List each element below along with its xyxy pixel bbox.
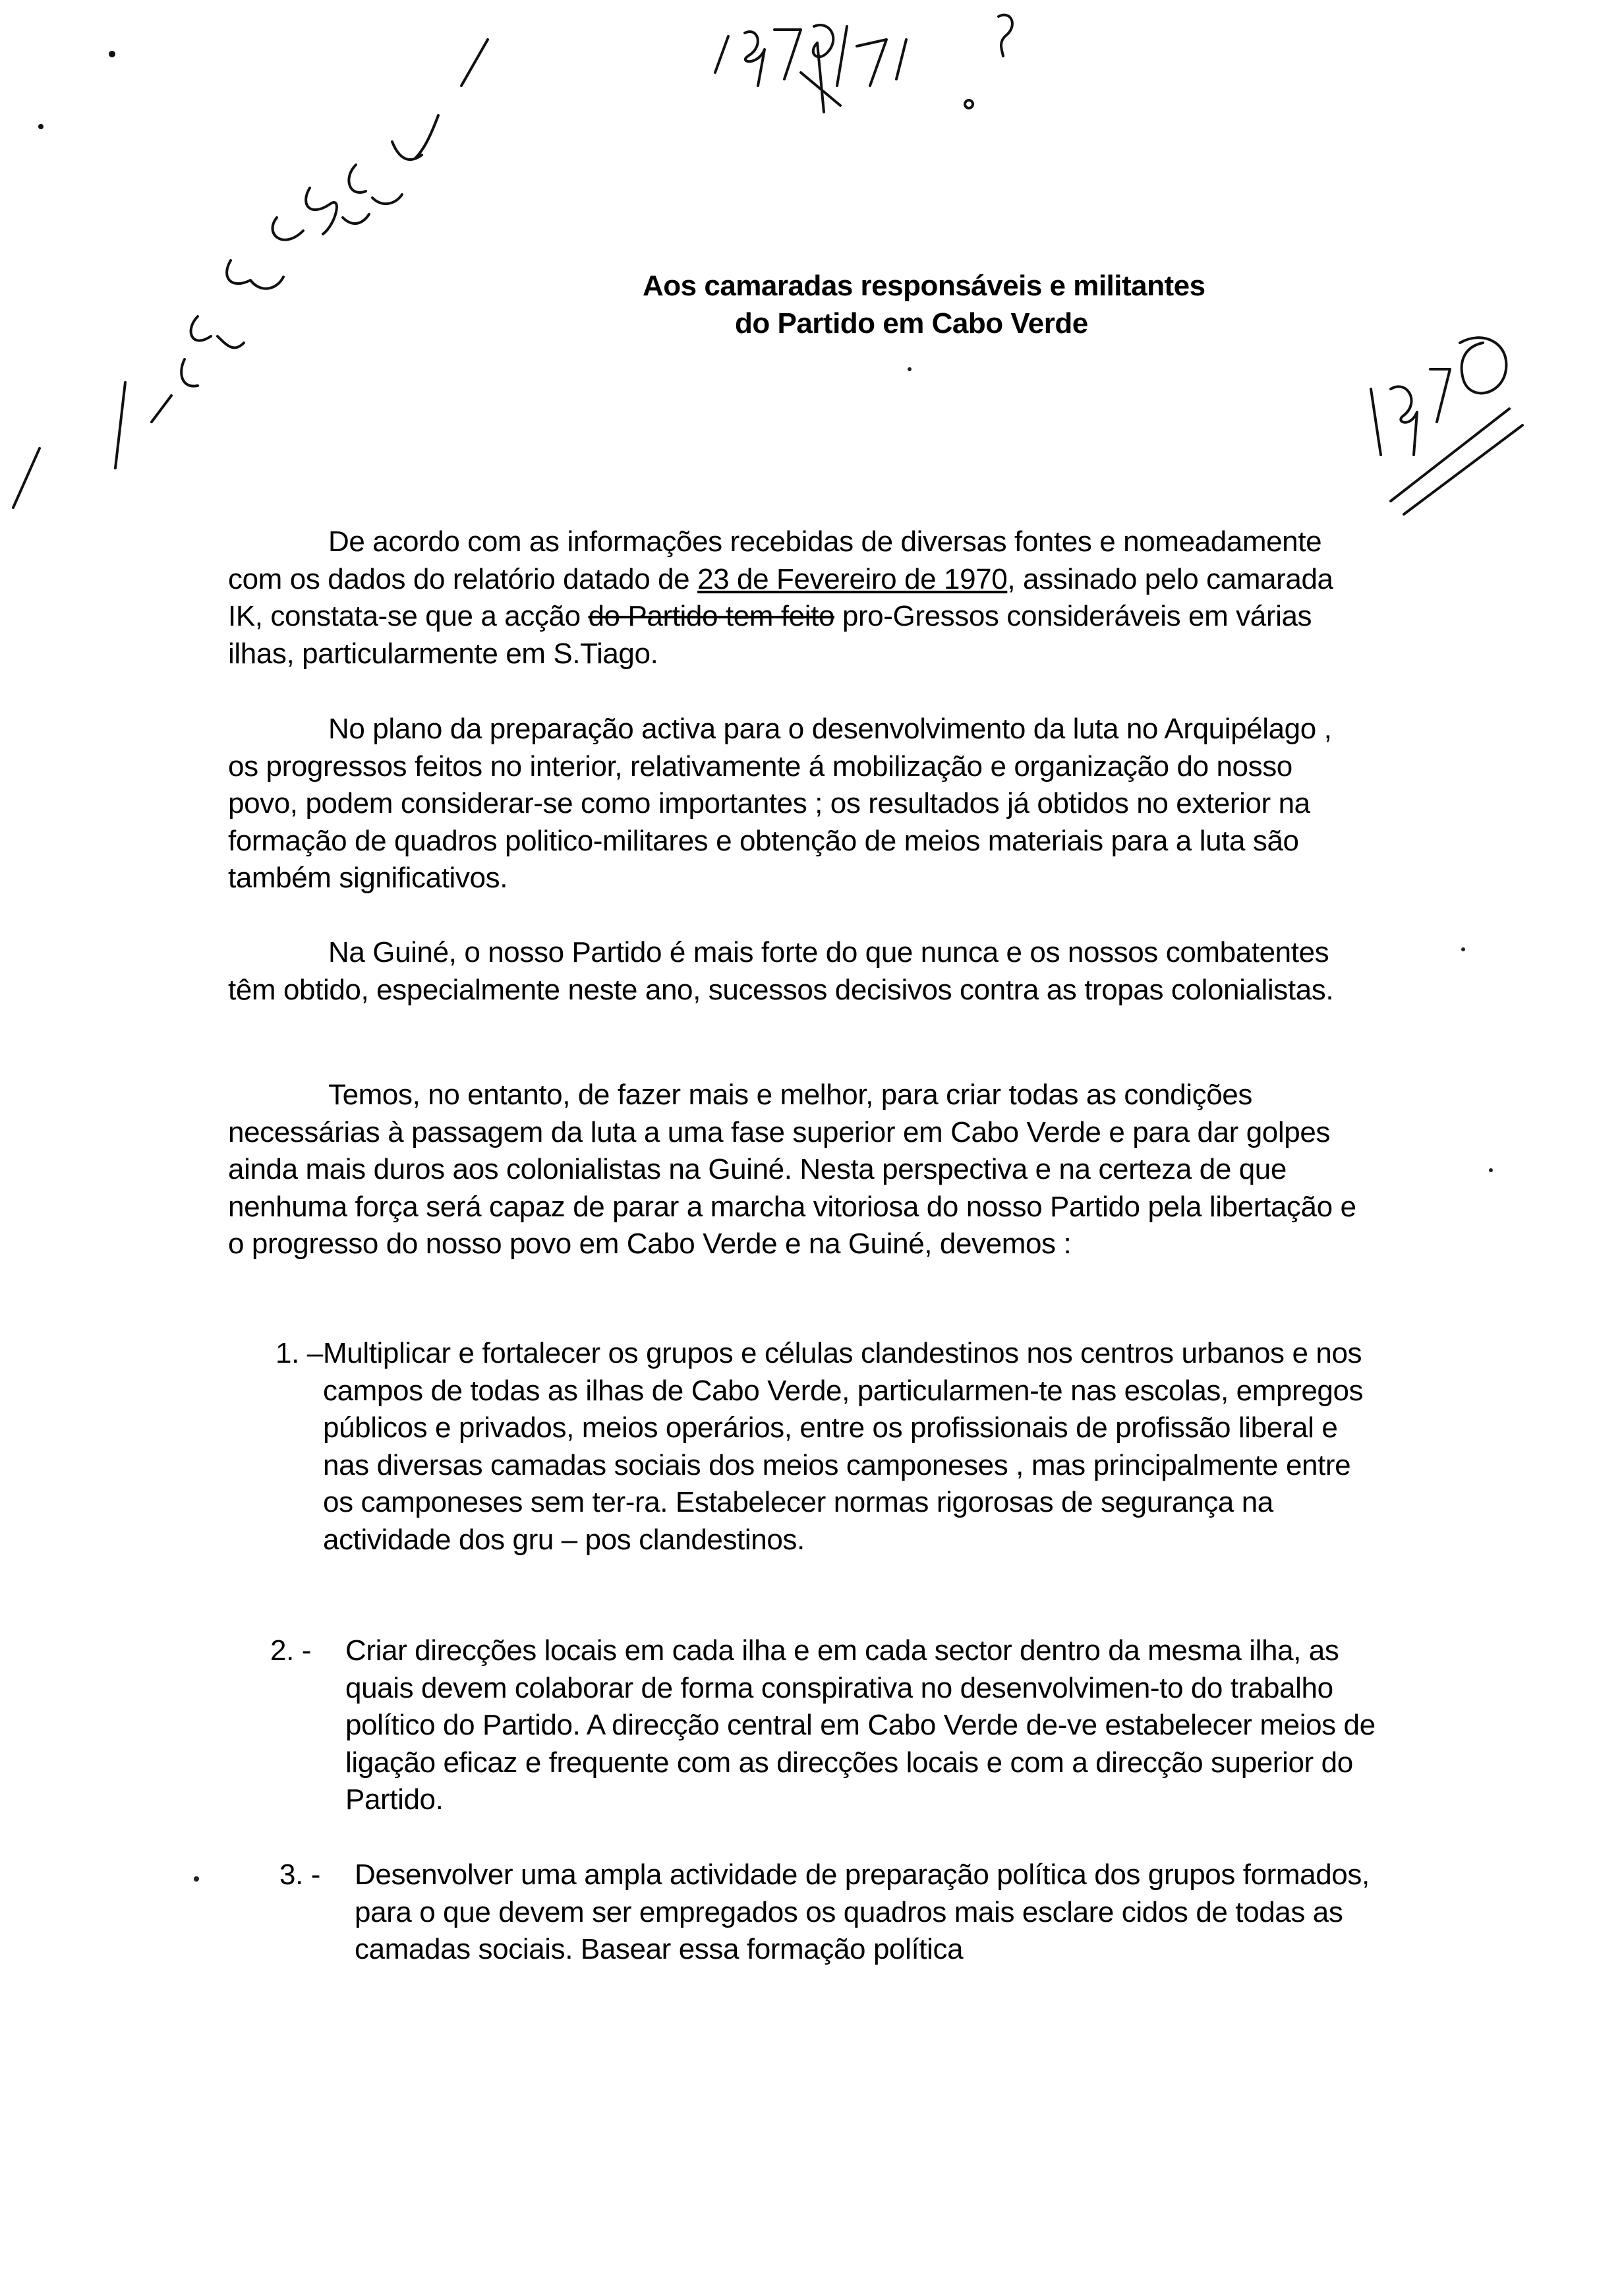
paragraph-4 [228,1077,1362,1263]
report-date: 23 de Fevereiro de 1970 [697,562,1008,595]
list-item-text: Multiplicar e fortalecer os grupos e células clandestinos nos centros urbanos e nos campos de todas as ilhas de Cabo Verde, particularmen-te nas escolas, empregos públicos e privados, meios operários, entre os profissionais de profissão liberal e nas diversas camadas sociais dos meios camponeses , mas principalmente entre os camponeses sem ter-ra. Estabelecer normas rigorosas de segurança na actividade dos gru – pos clandestinos. [323,1337,1364,1556]
heading-line-1: Aos camaradas responsáveis e militantes [643,270,1205,302]
letter-heading [643,267,1302,342]
list-item-number: 1. – [276,1337,323,1369]
p1-text-c: pro-Gressos consideráveis em várias ilhas, particularmente em S.Tiago. [228,600,1312,670]
paragraph-4-text: Temos, no entanto, de fazer mais e melhor, para criar todas as condições necessárias à passagem da luta a uma fase superior em Cabo Verde e para dar golpes ainda mais duros aos colonialistas na Guiné. Nesta perspectiva e na certeza de que nenhuma força será capaz de parar a marcha vitoriosa do nosso Partido pela libertação e o progresso do nosso povo em Cabo Verde e na Guiné, devemos : [228,1079,1356,1260]
list-item-number: 2. - [270,1634,311,1667]
list-item-text: Criar direcções locais em cada ilha e em cada sector dentro da mesma ilha, as quais devem colaborar de forma conspirativa no desenvolvimen-to do trabalho político do Partido. A direcção central em Cabo Verde de-ve estabelecer meios de ligação eficaz e frequente com as direcções locais e com a direcção superior do Partido. [345,1634,1376,1816]
list-item-number: 3. - [279,1858,320,1891]
paragraph-1 [228,523,1362,672]
paragraph-2-text: No plano da preparação activa para o desenvolvimento da luta no Arquipélago , os progressos feitos no interior, relativamente á mobilização e organização do nosso povo, podem considerar-se como importantes ; os resultados já obtidos no exterior na formação de quadros politico-militares e obtenção de meios materiais para a luta são também significativos. [228,713,1332,894]
paragraph-2 [228,711,1362,897]
paragraph-3 [228,934,1362,1009]
heading-line-2: do Partido em Cabo Verde [735,307,1088,340]
struck-text: do Partido tem feito [588,600,835,632]
p1-text-b: , assinado pelo camarada IK, constata-se que a acção [228,562,1333,632]
paragraph-3-text: Na Guiné, o nosso Partido é mais forte do que nunca e os nossos combatentes têm obtido, especialmente neste ano, sucessos decisivos contra as tropas colonialistas. [228,936,1334,1006]
p1-text-a: De acordo com as informações recebidas de diversas fontes e nomeadamente com os dados do relatório datado de [228,525,1322,595]
list-item-text: Desenvolver uma ampla actividade de preparação política dos grupos formados, para o que devem ser empregados os quadros mais esclare cidos de todas as camadas sociais. Basear essa formação política [355,1858,1370,1965]
